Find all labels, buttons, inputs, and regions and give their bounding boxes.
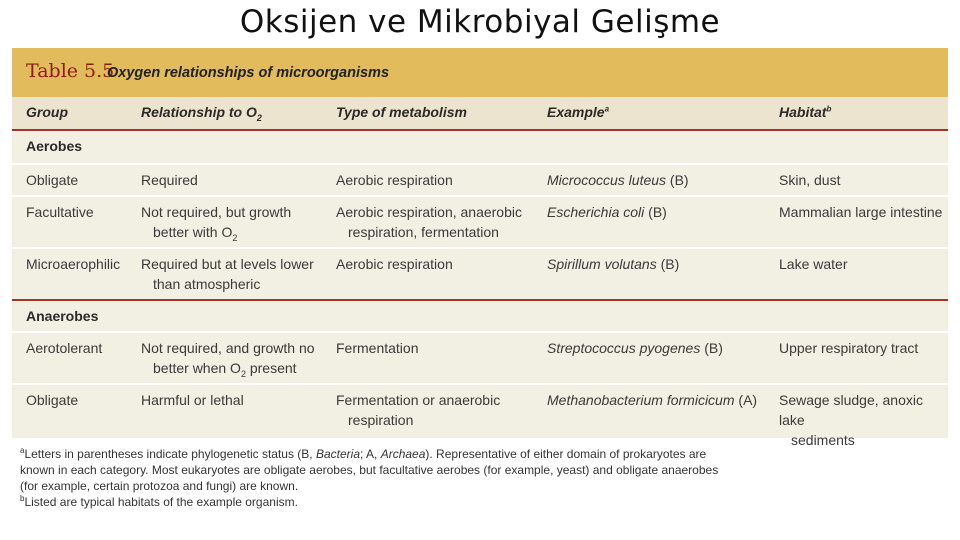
cell-relationship: Not required, but growth better with $O_2$ [141, 204, 292, 243]
table-label: Table 5.5 [26, 60, 115, 82]
col-group: Group [26, 104, 68, 120]
table-row-aerobes-facultative [12, 195, 948, 247]
table-row-anaerobes-obligate [12, 383, 948, 448]
cell-group: Obligate [26, 172, 79, 188]
cell-metabolism: Aerobic respiration [336, 172, 453, 188]
table-row-aerobes-obligate [12, 163, 948, 195]
column-headers [12, 97, 948, 131]
cell-group: Facultative [26, 204, 94, 220]
cell-example: Methanobacterium formicicum (A) [547, 392, 758, 408]
table-caption: Oxygen relationships of microorganisms [107, 65, 390, 81]
group-label: Aerobes [26, 138, 83, 154]
group-label: Anaerobes [26, 308, 99, 324]
footnote-b: $^b$Listed are typical habitats of the example organism. [20, 494, 298, 509]
cell-group: Microaerophilic [26, 256, 121, 272]
cell-relationship: Required [141, 172, 198, 188]
oxygen-relationships-table [12, 48, 948, 448]
cell-group: Obligate [26, 392, 79, 408]
group-row-anaerobes [12, 301, 948, 331]
table-row-anaerobes-aerotolerant [12, 331, 948, 383]
cell-metabolism: Fermentation [336, 340, 419, 356]
cell-group: Aerotolerant [26, 340, 103, 356]
cell-example: Micrococcus luteus (B) [547, 172, 689, 188]
cell-habitat: Sewage sludge, anoxic lake sediments [779, 392, 923, 448]
cell-metabolism: Fermentation or anaerobic respiration [336, 392, 501, 428]
cell-relationship: Harmful or lethal [141, 392, 244, 408]
cell-habitat: Mammalian large intestine [779, 204, 943, 220]
group-row-aerobes [12, 131, 948, 163]
col-metabolism: Type of metabolism [336, 104, 467, 120]
cell-metabolism: Aerobic respiration, anaerobic respiration, fermentation [336, 204, 522, 240]
footnote-a: $^a$Letters in parentheses indicate phylogenetic status (B, Bacteria; A, Archaea). Representative of either domain of prokaryotes are known in each category. Most eukaryotes are obligate aerobes, but facultative aerobes (for example, yeast) and obligate anaerobes (for example, certain protozoa and fungi) are known. [20, 446, 719, 493]
table-footnotes [20, 446, 720, 510]
cell-habitat: Lake water [779, 256, 848, 272]
col-relationship: Relationship to $O_2$ [141, 104, 262, 123]
col-habitat: Habitat$^b$ [779, 104, 832, 120]
cell-example: Streptococcus pyogenes (B) [547, 340, 723, 356]
slide-title: Oksijen ve Mikrobiyal Gelişme [239, 4, 721, 40]
table-header-bar [12, 48, 948, 97]
cell-metabolism: Aerobic respiration [336, 256, 453, 272]
cell-habitat: Skin, dust [779, 172, 841, 188]
cell-example: Escherichia coli (B) [547, 204, 667, 220]
col-example: Example$^a$ [547, 104, 610, 120]
table-row-aerobes-microaerophilic [12, 247, 948, 299]
cell-habitat: Upper respiratory tract [779, 340, 919, 356]
cell-relationship: Not required, and growth no better when $O_2$ present [141, 340, 315, 379]
cell-relationship: Required but at levels lower than atmospheric [141, 256, 314, 292]
cell-example: Spirillum volutans (B) [547, 256, 680, 272]
